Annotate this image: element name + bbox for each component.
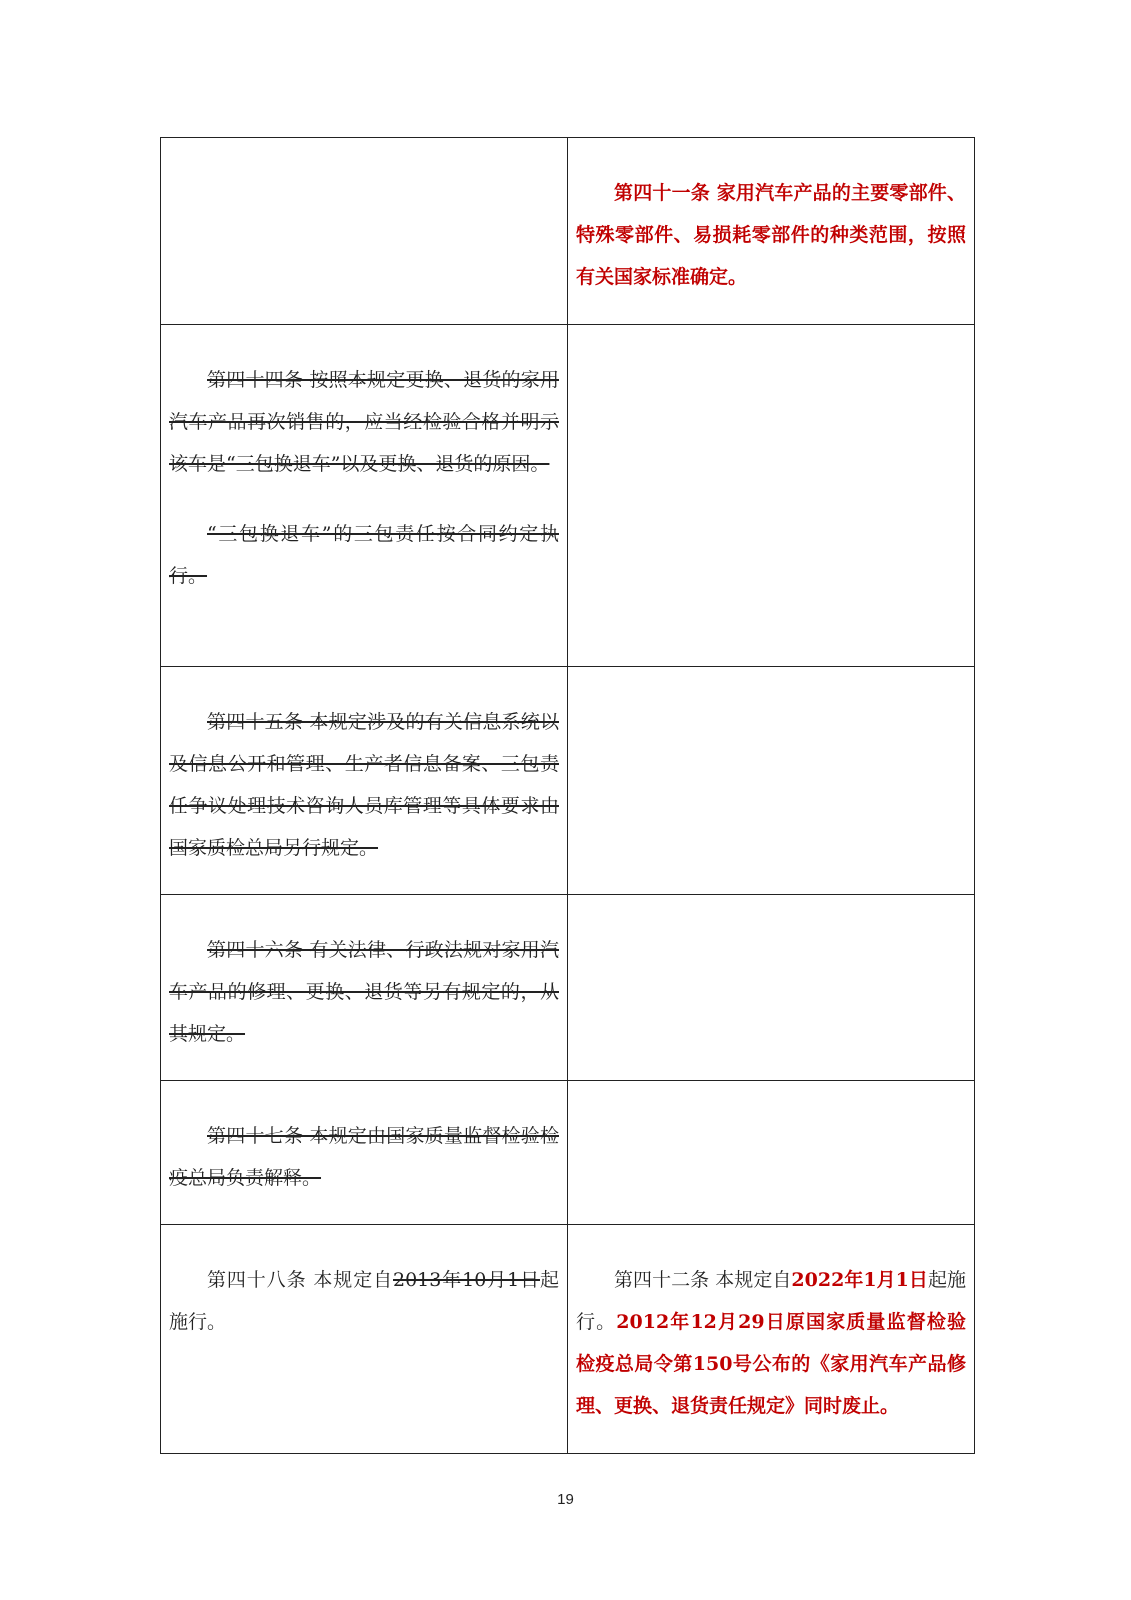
- table-row: [161, 1081, 975, 1225]
- deleted-article-47: 第四十七条 本规定由国家质量监督检验检疫总局负责解释。: [169, 1125, 559, 1189]
- revised-cell: [568, 138, 975, 325]
- original-cell: [161, 1225, 568, 1454]
- table-row: [161, 1225, 975, 1454]
- original-cell: [161, 1081, 568, 1225]
- revised-cell: [568, 1225, 975, 1454]
- revised-article-41: 第四十一条 家用汽车产品的主要零部件、特殊零部件、易损耗零部件的种类范围，按照有关国家标准确定。: [576, 182, 966, 288]
- original-article-48: 第四十八条 本规定自2013年10月1日起施行。: [169, 1269, 560, 1333]
- deleted-article-44: 第四十四条 按照本规定更换、退货的家用汽车产品再次销售的，应当经检验合格并明示该车是“三包换退车”以及更换、退货的原因。: [169, 369, 559, 475]
- table-row: [161, 325, 975, 667]
- table-row: [161, 667, 975, 895]
- revised-cell: [568, 667, 975, 895]
- deleted-article-44-para-2: “三包换退车”的三包责任按合同约定执行。: [169, 523, 559, 587]
- original-cell: [161, 667, 568, 895]
- original-cell: [161, 325, 568, 667]
- revised-cell: [568, 1081, 975, 1225]
- original-cell: [161, 138, 568, 325]
- page-number: 19: [557, 1491, 574, 1508]
- original-cell: [161, 895, 568, 1081]
- deleted-article-45: 第四十五条 本规定涉及的有关信息系统以及信息公开和管理、生产者信息备案、三包责任争议处理技术咨询人员库管理等具体要求由国家质检总局另行规定。: [169, 711, 559, 859]
- revised-cell: [568, 895, 975, 1081]
- table-row: [161, 895, 975, 1081]
- revised-cell: [568, 325, 975, 667]
- table-row: [161, 138, 975, 325]
- comparison-table: [160, 137, 975, 1454]
- revised-article-42: 第四十二条 本规定自2022年1月1日起施行。2012年12月29日原国家质量监督检验检疫总局令第150号公布的《家用汽车产品修理、更换、退货责任规定》同时废止。: [576, 1269, 966, 1417]
- deleted-article-46: 第四十六条 有关法律、行政法规对家用汽车产品的修理、更换、退货等另有规定的，从其规定。: [169, 939, 559, 1045]
